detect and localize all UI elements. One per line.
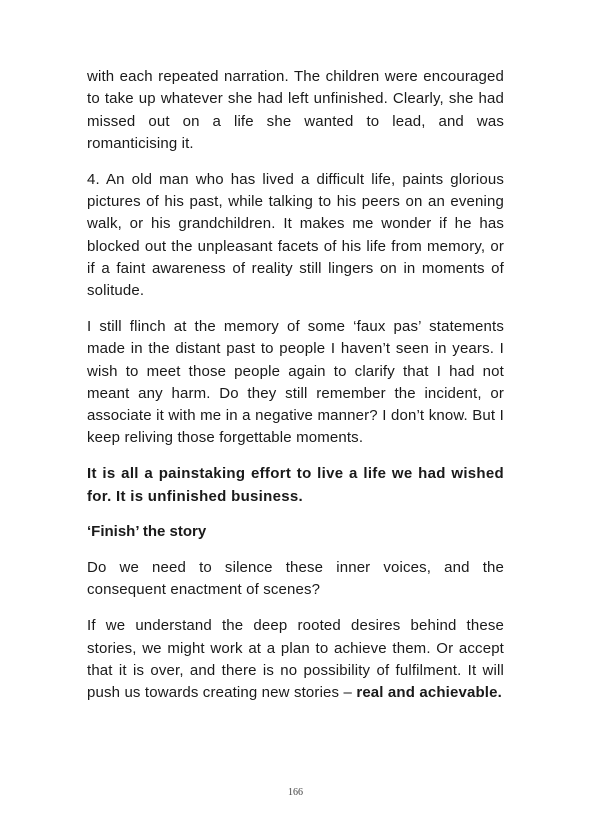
paragraph-deep-desires: [87, 615, 504, 704]
paragraph-unfinished-business: It is all a painstaking effort to live a life we had wished for. It is unfinished business.: [87, 465, 504, 505]
paragraph-continued-narration: with each repeated narration. The children were encouraged to take up whatever she had left unfinished. Clearly, she had missed out on a life she wanted to lead, and was romanticising it.: [87, 68, 504, 152]
section-heading: ‘Finish’ the story: [87, 523, 207, 541]
paragraph-deep-desires-text: If we understand the deep rooted desires behind these stories, we might work at a plan to achieve them. Or accept that it is over, and there is no possibility of fulfilment. It will push us towards creating new stories –: [87, 617, 504, 702]
paragraph-inner-voices: Do we need to silence these inner voices, and the consequent enactment of scenes?: [87, 559, 504, 599]
paragraph-faux-pas: I still flinch at the memory of some ‘faux pas’ statements made in the distant past to people I haven’t seen in years. I wish to meet those people again to clarify that I had not meant any harm. Do they still remember the incident, or associate it with me in a negative manner? I don’t know. But I keep reliving those forgettable moments.: [87, 317, 504, 447]
paragraph-old-man: 4. An old man who has lived a difficult life, paints glorious pictures of his past, while talking to his peers on an evening walk, or his grandchildren. It makes me wonder if he has blocked out the unpleasant facets of his life from memory, or if a faint awareness of reality still lingers on in moments of solitude.: [87, 170, 504, 300]
page-number: 166: [288, 787, 303, 798]
paragraph-deep-desires-emphasis: real and achievable.: [356, 684, 502, 702]
page-body: [87, 66, 504, 718]
